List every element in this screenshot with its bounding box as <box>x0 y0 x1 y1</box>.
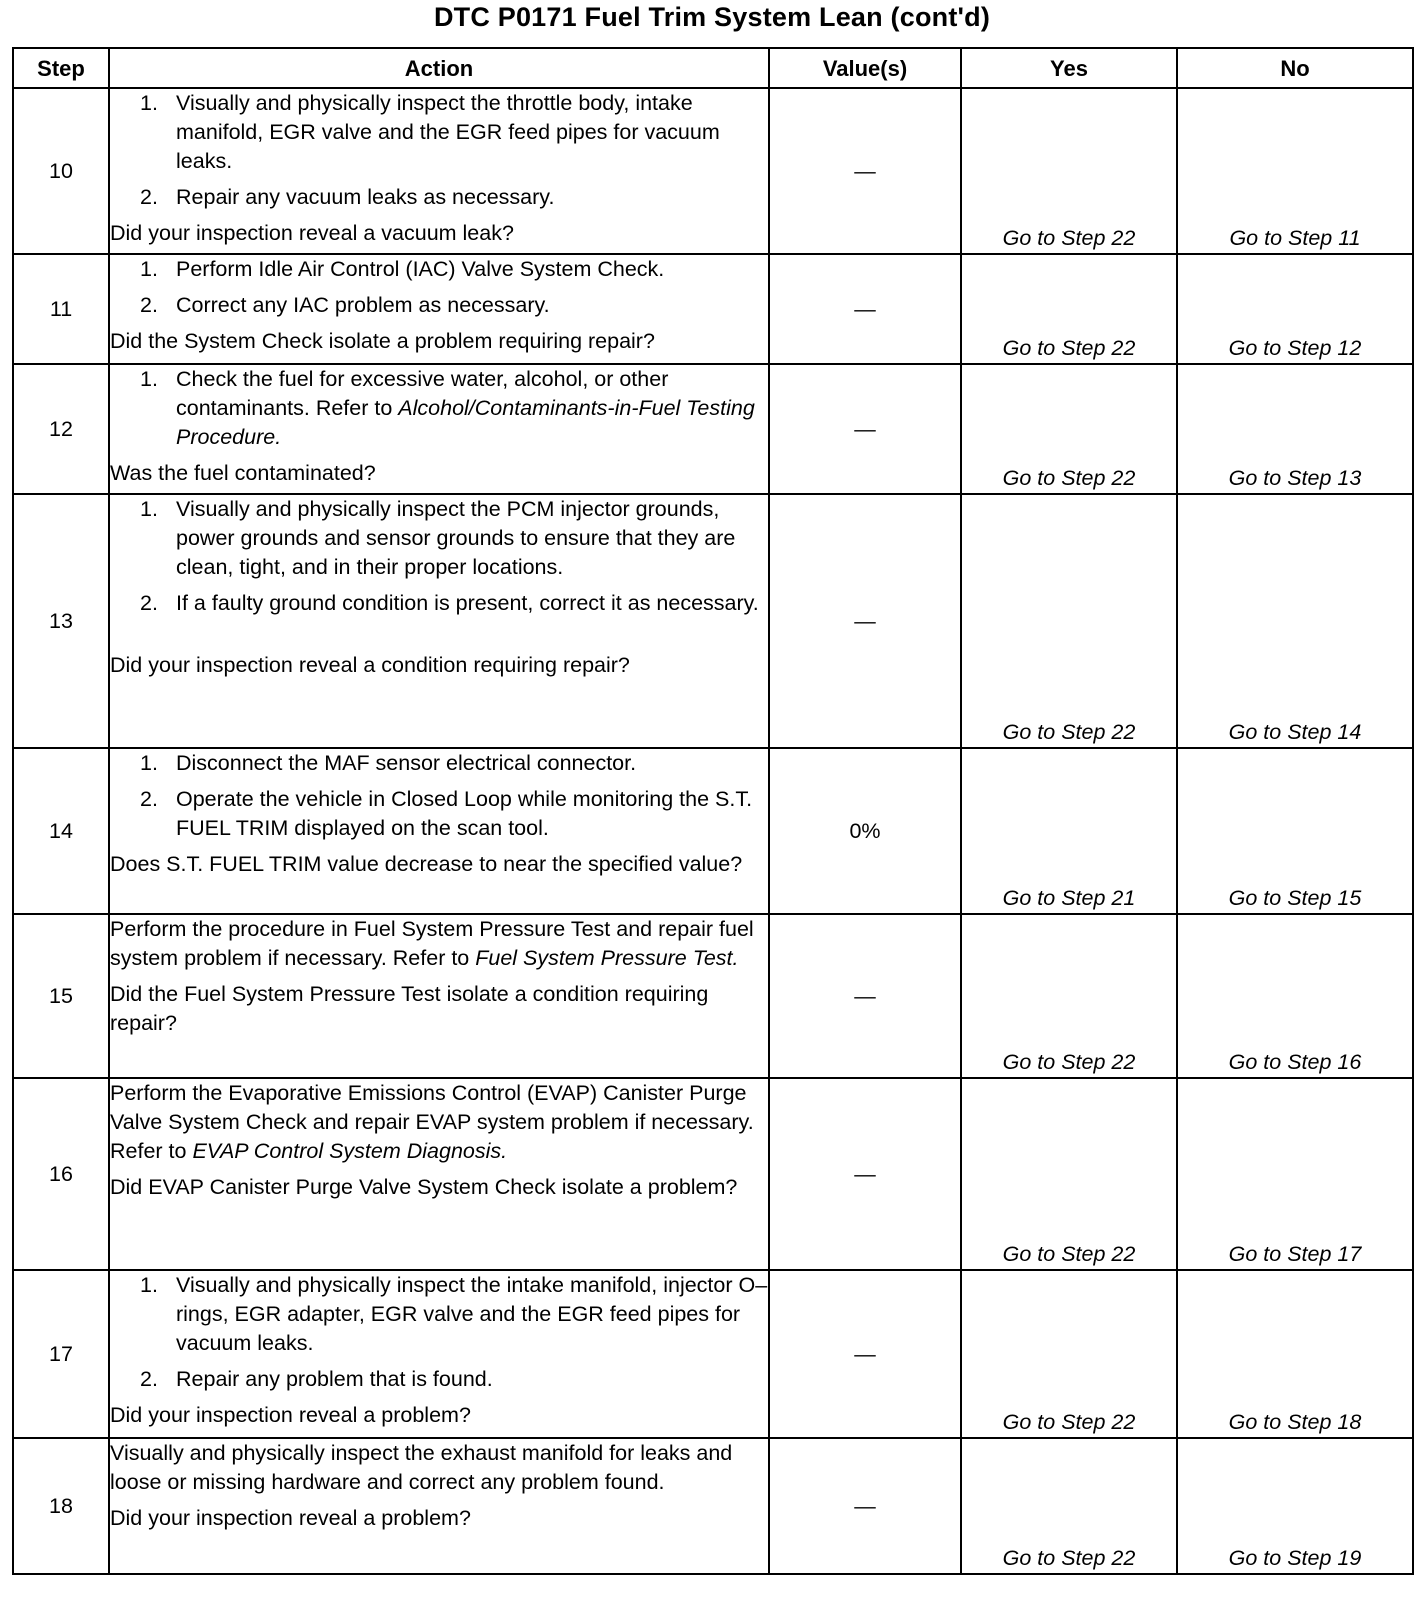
no-cell: Go to Step 15 <box>1177 748 1413 914</box>
value-cell: — <box>769 494 961 748</box>
action-steps <box>110 1271 768 1394</box>
table-row <box>13 364 1413 494</box>
action-cell <box>109 1078 769 1270</box>
yes-cell: Go to Step 22 <box>961 254 1177 364</box>
table-row <box>13 1078 1413 1270</box>
action-paragraph: Perform the procedure in Fuel System Pressure Test and repair fuel system problem if necessary. Refer to Fuel System Pressure Test. <box>110 917 754 970</box>
column-header-no: No <box>1177 48 1413 88</box>
action-steps <box>110 365 768 452</box>
step-number: 16 <box>13 1078 109 1270</box>
action-question: Did your inspection reveal a condition requiring repair? <box>110 653 630 677</box>
action-paragraph: Visually and physically inspect the exhaust manifold for leaks and loose or missing hardware and correct any problem found. <box>110 1441 733 1494</box>
yes-cell: Go to Step 22 <box>961 914 1177 1078</box>
action-cell <box>109 1438 769 1574</box>
step-number: 14 <box>13 748 109 914</box>
value-cell: — <box>769 254 961 364</box>
action-step: 2. Operate the vehicle in Closed Loop while monitoring the S.T. FUEL TRIM displayed on the scan tool. <box>140 787 753 840</box>
action-cell <box>109 494 769 748</box>
action-question: Did your inspection reveal a problem? <box>110 1506 471 1530</box>
value-cell: — <box>769 1270 961 1438</box>
action-step: 1. Visually and physically inspect the intake manifold, injector O–rings, EGR adapter, EGR valve and the EGR feed pipes for vacuum leaks. <box>140 1273 768 1355</box>
no-cell: Go to Step 12 <box>1177 254 1413 364</box>
action-steps <box>110 255 768 320</box>
no-cell: Go to Step 17 <box>1177 1078 1413 1270</box>
value-cell: — <box>769 364 961 494</box>
action-question: Did the System Check isolate a problem requiring repair? <box>110 329 655 353</box>
column-header-yes: Yes <box>961 48 1177 88</box>
action-step: 1. Disconnect the MAF sensor electrical connector. <box>140 751 637 775</box>
table-row <box>13 1270 1413 1438</box>
step-number: 15 <box>13 914 109 1078</box>
action-cell <box>109 914 769 1078</box>
yes-cell: Go to Step 22 <box>961 1270 1177 1438</box>
action-steps <box>110 89 768 212</box>
step-number: 17 <box>13 1270 109 1438</box>
action-step: 1. Check the fuel for excessive water, alcohol, or other contaminants. Refer to Alcohol/Contaminants-in-Fuel Testing Procedure. <box>140 367 755 449</box>
action-question: Does S.T. FUEL TRIM value decrease to near the specified value? <box>110 852 743 876</box>
step-number: 18 <box>13 1438 109 1574</box>
value-cell: 0% <box>769 748 961 914</box>
table-row <box>13 914 1413 1078</box>
action-step: 1. Perform Idle Air Control (IAC) Valve System Check. <box>140 257 665 281</box>
yes-cell: Go to Step 22 <box>961 88 1177 254</box>
step-number: 10 <box>13 88 109 254</box>
action-cell <box>109 1270 769 1438</box>
step-number: 11 <box>13 254 109 364</box>
yes-cell: Go to Step 22 <box>961 1078 1177 1270</box>
reference-link: EVAP Control System Diagnosis. <box>192 1139 508 1163</box>
yes-cell: Go to Step 22 <box>961 364 1177 494</box>
action-cell <box>109 364 769 494</box>
action-step: 2. Repair any problem that is found. <box>140 1367 493 1391</box>
value-cell: — <box>769 914 961 1078</box>
yes-cell: Go to Step 22 <box>961 1438 1177 1574</box>
action-step: 1. Visually and physically inspect the throttle body, intake manifold, EGR valve and the EGR feed pipes for vacuum leaks. <box>140 91 720 173</box>
step-number: 13 <box>13 494 109 748</box>
diagnostic-table <box>12 47 1414 1575</box>
header-row <box>13 48 1413 88</box>
table-row <box>13 254 1413 364</box>
column-header-step: Step <box>13 48 109 88</box>
yes-cell: Go to Step 22 <box>961 494 1177 748</box>
action-step: 2. Repair any vacuum leaks as necessary. <box>140 185 555 209</box>
no-cell: Go to Step 16 <box>1177 914 1413 1078</box>
action-question: Did your inspection reveal a vacuum leak? <box>110 221 514 245</box>
action-question: Was the fuel contaminated? <box>110 461 376 485</box>
action-cell <box>109 748 769 914</box>
action-steps <box>110 495 768 618</box>
value-cell: — <box>769 1438 961 1574</box>
value-cell: — <box>769 1078 961 1270</box>
action-question: Did the Fuel System Pressure Test isolate a condition requiring repair? <box>110 982 709 1035</box>
reference-link: Alcohol/Contaminants-in-Fuel Testing Procedure. <box>176 396 755 449</box>
step-number: 12 <box>13 364 109 494</box>
column-header-action: Action <box>109 48 769 88</box>
table-row <box>13 1438 1413 1574</box>
yes-cell: Go to Step 21 <box>961 748 1177 914</box>
table-row <box>13 494 1413 748</box>
action-cell <box>109 254 769 364</box>
table-row <box>13 88 1413 254</box>
value-cell: — <box>769 88 961 254</box>
action-cell <box>109 88 769 254</box>
no-cell: Go to Step 19 <box>1177 1438 1413 1574</box>
action-question: Did EVAP Canister Purge Valve System Check isolate a problem? <box>110 1175 738 1199</box>
no-cell: Go to Step 13 <box>1177 364 1413 494</box>
action-step: 2. Correct any IAC problem as necessary. <box>140 293 550 317</box>
no-cell: Go to Step 14 <box>1177 494 1413 748</box>
action-step: 2. If a faulty ground condition is present, correct it as necessary. <box>140 591 759 615</box>
action-steps <box>110 749 768 843</box>
page-title: DTC P0171 Fuel Trim System Lean (cont'd) <box>433 2 991 32</box>
no-cell: Go to Step 18 <box>1177 1270 1413 1438</box>
action-step: 1. Visually and physically inspect the PCM injector grounds, power grounds and sensor grounds to ensure that they are clean, tight, and in their proper locations. <box>140 497 736 579</box>
reference-link: Fuel System Pressure Test. <box>475 946 739 970</box>
column-header-values: Value(s) <box>769 48 961 88</box>
action-paragraph: Perform the Evaporative Emissions Control (EVAP) Canister Purge Valve System Check and repair EVAP system problem if necessary. Refer to EVAP Control System Diagnosis. <box>110 1081 754 1163</box>
table-row <box>13 748 1413 914</box>
action-question: Did your inspection reveal a problem? <box>110 1403 471 1427</box>
no-cell: Go to Step 11 <box>1177 88 1413 254</box>
